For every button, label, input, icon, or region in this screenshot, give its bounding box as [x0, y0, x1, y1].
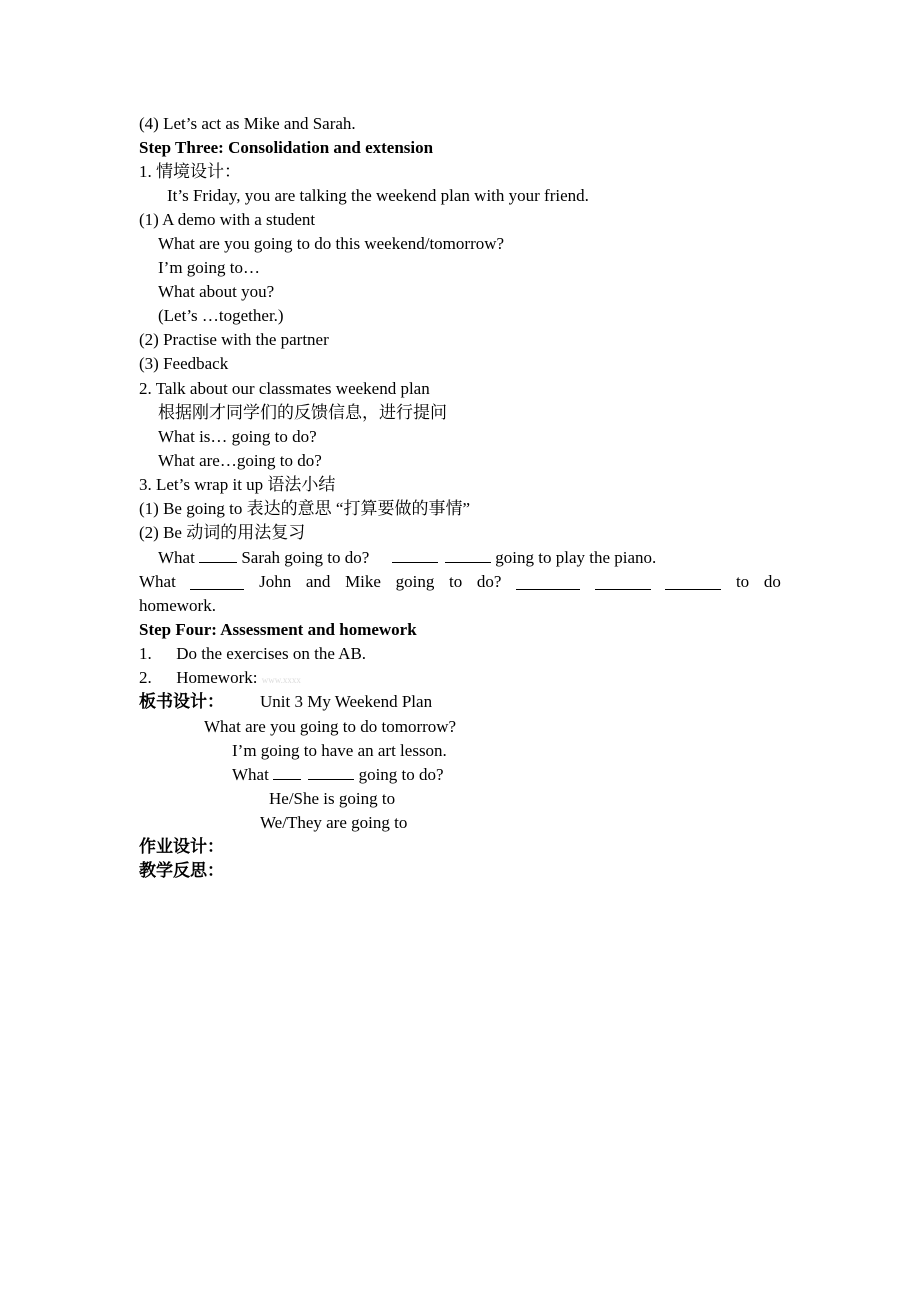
text-line: (2) Be 动词的用法复习: [139, 523, 306, 542]
fill-blank: [199, 546, 237, 563]
exercise-word: do: [763, 572, 781, 591]
exercise-line-1: [158, 546, 656, 570]
list-text: Homework:: [176, 668, 258, 687]
board-line: I’m going to have an art lesson.: [232, 741, 447, 760]
fill-blank: [445, 546, 491, 563]
text-line: I’m going to…: [158, 258, 260, 277]
list-number: 2.: [139, 668, 152, 687]
text-line: What are…going to do?: [158, 451, 322, 470]
board-line: He/She is going to: [269, 789, 396, 808]
text-line: 1. 情境设计：: [139, 162, 241, 181]
fill-blank: [190, 573, 244, 590]
fill-blank: [595, 573, 651, 590]
text-line: 2. Talk about our classmates weekend plan: [139, 379, 430, 398]
text-line: (4) Let’s act as Mike and Sarah.: [139, 114, 356, 133]
exercise-word: and: [305, 572, 331, 591]
fill-blank: [665, 573, 721, 590]
exercise-continuation: homework.: [139, 596, 216, 615]
board-line: What are you going to do tomorrow?: [204, 717, 457, 736]
exercise-line-2: [139, 570, 781, 594]
exercise-word: to: [448, 572, 463, 591]
exercise-word: to: [735, 572, 750, 591]
text-line: (Let’s …together.): [158, 306, 284, 325]
fill-blank: [308, 763, 354, 780]
exercise-word: What: [158, 548, 195, 567]
exercise-word: Sarah going to do?: [241, 548, 370, 567]
text-line: What about you?: [158, 282, 275, 301]
exercise-word: going: [395, 572, 435, 591]
text-line: (1) Be going to 表达的意思 “打算要做的事情”: [139, 499, 470, 518]
exercise-word: What: [139, 572, 176, 591]
fill-blank: [392, 546, 438, 563]
fill-blank: [516, 573, 580, 590]
text-line: (3) Feedback: [139, 354, 229, 373]
board-word: going to do?: [358, 765, 444, 784]
section-heading-step-four: Step Four: Assessment and homework: [139, 620, 417, 639]
board-word: What: [232, 765, 269, 784]
text-line: 根据刚才同学们的反馈信息，进行提问: [158, 403, 447, 422]
list-item: [139, 642, 366, 666]
homework-design-label: 作业设计：: [139, 837, 224, 856]
board-line: We/They are going to: [260, 813, 408, 832]
board-title: Unit 3 My Weekend Plan: [260, 692, 433, 711]
text-line: (1) A demo with a student: [139, 210, 316, 229]
text-line: What is… going to do?: [158, 427, 317, 446]
exercise-word: do?: [476, 572, 502, 591]
board-line-with-blanks: [232, 763, 444, 787]
text-line: It’s Friday, you are talking the weekend plan with your friend.: [167, 186, 589, 205]
fill-blank: [273, 763, 301, 780]
list-item: [139, 666, 301, 690]
text-line: 3. Let’s wrap it up 语法小结: [139, 475, 336, 494]
exercise-word: going to play the piano.: [495, 548, 657, 567]
exercise-word: John: [259, 572, 292, 591]
teaching-reflection-label: 教学反思：: [139, 861, 224, 880]
list-text: Do the exercises on the AB.: [176, 644, 367, 663]
board-design-label: 板书设计：: [139, 692, 224, 711]
text-line: (2) Practise with the partner: [139, 330, 329, 349]
exercise-word: Mike: [345, 572, 381, 591]
text-line: What are you going to do this weekend/tomorrow?: [158, 234, 505, 253]
faint-watermark-text: www.xxxx: [261, 675, 301, 685]
section-heading-step-three: Step Three: Consolidation and extension: [139, 138, 434, 157]
list-number: 1.: [139, 644, 152, 663]
